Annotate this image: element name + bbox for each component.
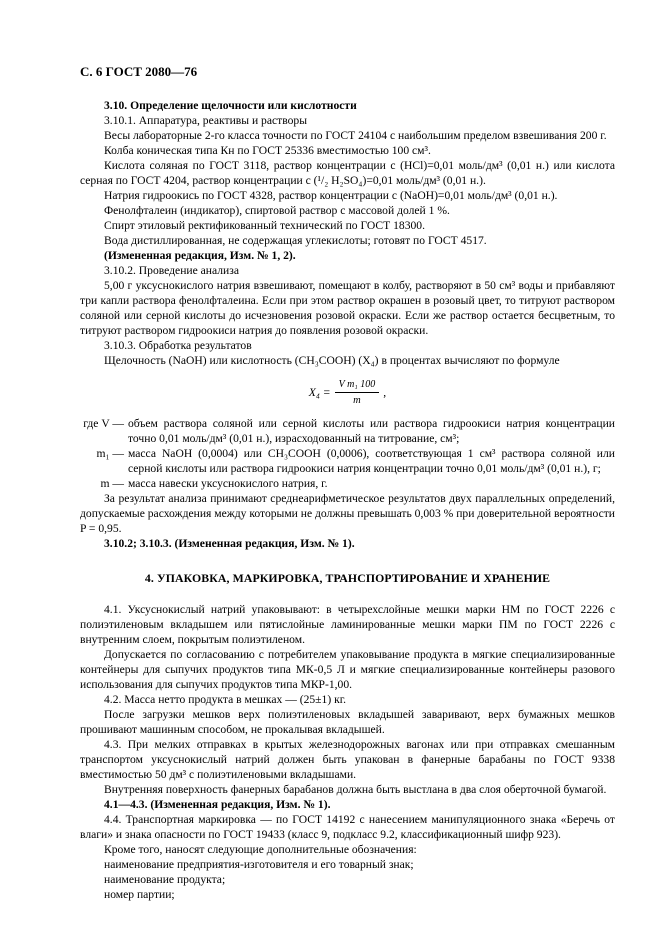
paragraph: За результат анализа принимают среднеарифметическое результатов двух параллельных определений, допускаемые расхождения между которыми не должны превышать 0,003 % при доверительной вероятности P = 0,95. [80, 492, 615, 535]
formula-fraction [335, 377, 380, 408]
definition-row [80, 446, 615, 476]
formula [80, 374, 615, 410]
paragraph: Колба коническая типа Кн по ГОСТ 25336 вместимостью 100 см³. [104, 144, 431, 157]
definition-symbol: m — [100, 477, 124, 490]
paragraph: Спирт этиловый ректификованный технический по ГОСТ 18300. [104, 219, 426, 232]
definition-text: масса навески уксуснокислого натрия, г. [128, 477, 328, 490]
definition-text: масса NaOH (0,0004) или CH₃COOH (0,0006), соответствующая 1 см³ раствора соляной или серной кислоты или раствора гидроокиси натрия концентрации точно 0,01 моль/дм³ (0,01 н.), г; [128, 447, 615, 475]
paragraph: 3.10.1. Аппаратура, реактивы и растворы [104, 114, 307, 127]
paragraph: После загрузки мешков верх полиэтиленовых вкладышей заваривают, верх бумажных мешков прошивают машинным способом, не прокалывая вкладышей. [80, 708, 615, 736]
page-content [80, 98, 615, 902]
formula-lhs: X₄ = [308, 385, 331, 399]
paragraph: Кроме того, наносят следующие дополнительные обозначения: [104, 843, 417, 856]
paragraph: 4.1. Уксуснокислый натрий упаковывают: в четырехслойные мешки марки НМ по ГОСТ 2226 с полиэтиленовым вкладышем или пятислойные ламинированные мешки марки ПМ по ГОСТ 2226 с внутренним слоем, покрытым полиэтиленом. [80, 603, 615, 646]
paragraph: Весы лабораторные 2-го класса точности по ГОСТ 24104 с наибольшим пределом взвешивания 200 г. [104, 129, 607, 142]
list-item: наименование предприятия-изготовителя и его товарный знак; [104, 858, 414, 871]
list-item: наименование продукта; [104, 873, 226, 886]
definition-symbol: m₁ — [96, 447, 124, 460]
formula-numerator: V m₁ 100 [335, 377, 380, 393]
amendment-note: 3.10.2; 3.10.3. (Измененная редакция, Изм. № 1). [104, 537, 355, 550]
paragraph: Кислота соляная по ГОСТ 3118, раствор концентрации c (HCl)=0,01 моль/дм³ (0,01 н.) или кислота серная по ГОСТ 4204, раствор концентрации c (¹/₂ H₂SO₄)=0,01 моль/дм³ (0,01 н.). [80, 159, 615, 187]
page-header: С. 6 ГОСТ 2080—76 [80, 64, 198, 79]
paragraph: 4.4. Транспортная маркировка — по ГОСТ 14192 с нанесением манипуляционного знака «Беречь от влаги» и знака опасности по ГОСТ 19433 (класс 9, подкласс 9.2, классификационный шифр 923). [80, 813, 615, 841]
definition-text: объем раствора соляной или серной кислоты или раствора гидроокиси натрия концентрации точно 0,01 моль/дм³ (0,01 н.), израсходованный на титрование, см³; [128, 417, 615, 445]
paragraph: Вода дистиллированная, не содержащая углекислоты; готовят по ГОСТ 4517. [104, 234, 487, 247]
list-item: номер партии; [104, 888, 175, 901]
paragraph: Щелочность (NaOH) или кислотность (CH₃COOH) (X₄) в процентах вычисляют по формуле [104, 354, 560, 367]
paragraph: 3.10.2. Проведение анализа [104, 264, 239, 277]
section-4-title: 4. УПАКОВКА, МАРКИРОВКА, ТРАНСПОРТИРОВАНИЕ И ХРАНЕНИЕ [144, 571, 551, 585]
paragraph: Фенолфталеин (индикатор), спиртовой раствор с массовой долей 1 %. [104, 204, 450, 217]
definition-row [80, 416, 615, 446]
section-3-10-title: 3.10. Определение щелочности или кислотности [104, 99, 357, 112]
paragraph: Натрия гидроокись по ГОСТ 4328, раствор концентрации c (NaOH)=0,01 моль/дм³ (0,01 н.). [104, 189, 558, 202]
amendment-note: 4.1—4.3. (Измененная редакция, Изм. № 1). [104, 798, 331, 811]
formula-denominator: m [353, 394, 361, 406]
paragraph: 3.10.3. Обработка результатов [104, 339, 252, 352]
paragraph: 5,00 г уксуснокислого натрия взвешивают, помещают в колбу, растворяют в 50 см³ воды и прибавляют три капли раствора фенолфталеина. Если при этом раствор окрашен в розовый цвет, то титруют раствором соляной или серной кислоты до исчезновения розовой окраски. Если же раствор остается бесцветным, то титруют раствором гидроокиси натрия до появления розовой окраски. [80, 279, 615, 337]
amendment-note: (Измененная редакция, Изм. № 1, 2). [104, 249, 296, 262]
definition-row [80, 476, 615, 491]
paragraph: 4.3. При мелких отправках в крытых железнодорожных вагонах или при отправках смешанным транспортом уксуснокислый натрий должен быть упакован в фанерные барабаны по ГОСТ 9338 вместимостью 50 дм³ с полиэтиленовыми вкладышами. [80, 738, 615, 781]
paragraph: Внутренняя поверхность фанерных барабанов должна быть выстлана в два слоя оберточной бумагой. [104, 783, 607, 796]
formula-tail: , [383, 385, 387, 399]
definition-symbol: где V — [83, 417, 124, 430]
paragraph: Допускается по согласованию с потребителем упаковывание продукта в мягкие специализированные контейнеры для сыпучих продуктов типа МК-0,5 Л и мягкие специализированные контейнеры разового использования для сыпучих продуктов типа МКР-1,00. [80, 648, 615, 691]
paragraph: 4.2. Масса нетто продукта в мешках — (25±1) кг. [104, 693, 347, 706]
